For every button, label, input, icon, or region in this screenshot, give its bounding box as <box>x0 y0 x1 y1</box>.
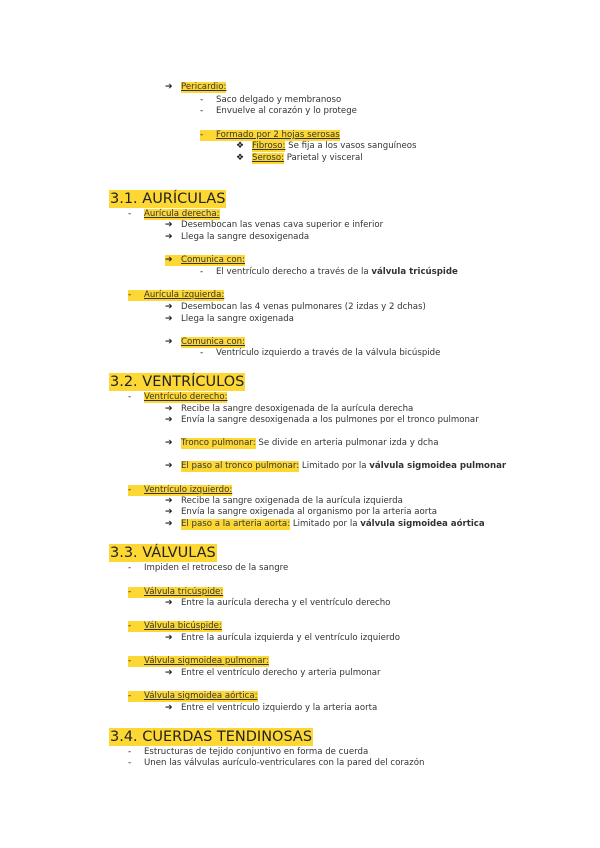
dash-marker: - <box>128 485 132 495</box>
list-item <box>128 758 424 769</box>
list-item <box>165 507 437 518</box>
list-item <box>128 290 224 301</box>
list-item <box>200 267 458 278</box>
section-heading: 3.2. VENTRÍCULOS <box>110 374 245 390</box>
item-text: Parietal y visceral <box>283 153 363 163</box>
comunica-label: Comunica con: <box>181 337 245 347</box>
item-text: Entre la aurícula izquierda y el ventrículo izquierdo <box>181 633 400 643</box>
list-item <box>128 392 227 403</box>
item-text: Entre el ventrículo derecho y arteria pulmonar <box>181 668 381 678</box>
item-text: Saco delgado y membranoso <box>216 95 342 105</box>
item-bold: válvula sigmoidea pulmonar <box>369 461 507 471</box>
pericardio-label: Pericardio: <box>181 82 227 92</box>
list-item <box>200 95 341 106</box>
item-text: Envuelve al corazón y lo protege <box>216 106 357 116</box>
formado-label: Formado por 2 hojas serosas <box>216 130 340 140</box>
section-heading: 3.1. AURÍCULAS <box>110 191 226 207</box>
list-item <box>165 82 226 93</box>
item-text: Llega la sangre desoxigenada <box>181 232 310 242</box>
arrow-icon: ➔ <box>165 404 173 414</box>
list-item <box>128 691 258 702</box>
list-item <box>165 220 383 231</box>
list-item <box>128 656 269 667</box>
dash-marker: - <box>128 656 132 666</box>
dash-marker: - <box>128 392 132 402</box>
list-item <box>165 519 485 530</box>
list-item <box>165 598 390 609</box>
list-item <box>165 255 245 266</box>
list-item <box>165 461 506 472</box>
auricula-izquierda-label: Aurícula izquierda: <box>144 290 225 300</box>
paso-label: El paso al tronco pulmonar: <box>181 461 300 471</box>
arrow-icon: ➔ <box>165 337 173 347</box>
list-item <box>200 130 340 141</box>
list-item <box>128 563 288 574</box>
item-text: Entre la aurícula derecha y el ventrículo derecho <box>181 598 391 608</box>
dash-marker: - <box>128 758 132 768</box>
seroso-label: Seroso: <box>252 153 284 163</box>
item-text: Recibe la sangre desoxigenada de la aurícula derecha <box>181 404 414 414</box>
list-item <box>165 314 294 325</box>
valvula-label: Válvula sigmoidea aórtica: <box>144 691 258 701</box>
dash-marker: - <box>128 747 132 757</box>
list-item <box>128 621 222 632</box>
list-item <box>165 302 426 313</box>
list-item <box>165 232 309 243</box>
dash-marker: - <box>128 290 132 300</box>
arrow-icon: ➔ <box>165 220 173 230</box>
list-item <box>165 668 381 679</box>
arrow-icon: ➔ <box>165 438 173 448</box>
item-text: Envía la sangre desoxigenada a los pulmones por el tronco pulmonar <box>181 415 479 425</box>
arrow-icon: ➔ <box>165 415 173 425</box>
item-text: Desembocan las 4 venas pulmonares (2 izdas y 2 dchas) <box>181 302 426 312</box>
dash-marker: - <box>128 691 132 701</box>
comunica-label: Comunica con: <box>181 255 245 265</box>
list-item <box>128 587 223 598</box>
arrow-icon: ➔ <box>165 703 173 713</box>
list-item <box>128 485 232 496</box>
diamond-icon: ❖ <box>236 153 245 163</box>
arrow-icon: ➔ <box>165 507 173 517</box>
list-item <box>165 703 377 714</box>
dash-marker: - <box>128 587 132 597</box>
arrow-icon: ➔ <box>165 496 173 506</box>
ventriculo-izquierdo-label: Ventrículo izquierdo: <box>144 485 233 495</box>
dash-marker: - <box>200 348 204 358</box>
ventriculo-derecho-label: Ventrículo derecho: <box>144 392 228 402</box>
item-bold: válvula tricúspide <box>371 267 458 277</box>
valvula-label: Válvula tricúspide: <box>144 587 224 597</box>
dash-marker: - <box>200 267 204 277</box>
arrow-icon: ➔ <box>165 633 173 643</box>
list-item <box>165 438 438 449</box>
item-text: Limitado por la <box>299 461 370 471</box>
dash-marker: - <box>128 621 132 631</box>
dash-marker: - <box>200 106 204 116</box>
arrow-icon: ➔ <box>165 668 173 678</box>
list-item <box>165 633 400 644</box>
dash-marker: - <box>128 209 132 219</box>
arrow-icon: ➔ <box>165 82 173 92</box>
auricula-derecha-label: Aurícula derecha: <box>144 209 220 219</box>
item-text: Desembocan las venas cava superior e inferior <box>181 220 384 230</box>
dash-marker: - <box>128 563 132 573</box>
item-text: Envía la sangre oxigenada al organismo por la arteria aorta <box>181 507 437 517</box>
item-text: Recibe la sangre oxigenada de la aurícula izquierda <box>181 496 403 506</box>
list-item <box>165 496 403 507</box>
arrow-icon: ➔ <box>165 255 173 265</box>
fibroso-label: Fibroso: <box>252 141 286 151</box>
list-item <box>165 337 245 348</box>
list-item <box>236 153 363 164</box>
item-text: El ventrículo derecho a través de la <box>216 267 372 277</box>
item-text: Entre el ventrículo izquierdo y la arteria aorta <box>181 703 378 713</box>
arrow-icon: ➔ <box>165 302 173 312</box>
list-item <box>165 404 413 415</box>
arrow-icon: ➔ <box>165 314 173 324</box>
arrow-icon: ➔ <box>165 232 173 242</box>
item-text: Limitado por la <box>290 519 361 529</box>
list-item <box>165 415 479 426</box>
arrow-icon: ➔ <box>165 598 173 608</box>
item-text: Impiden el retroceso de la sangre <box>144 563 289 573</box>
diamond-icon: ❖ <box>236 141 245 151</box>
valvula-label: Válvula sigmoidea pulmonar: <box>144 656 269 666</box>
list-item <box>128 747 368 758</box>
item-text: Unen las válvulas aurículo-ventriculares con la pared del corazón <box>144 758 425 768</box>
paso2-label: El paso a la arteria aorta: <box>181 519 291 529</box>
arrow-icon: ➔ <box>165 461 173 471</box>
dash-marker: - <box>200 95 204 105</box>
item-text: Estructuras de tejido conjuntivo en forma de cuerda <box>144 747 369 757</box>
list-item <box>128 209 220 220</box>
dash-marker: - <box>200 130 204 140</box>
section-heading: 3.3. VÁLVULAS <box>110 545 216 561</box>
item-text: Se fija a los vasos sanguíneos <box>285 141 417 151</box>
section-heading: 3.4. CUERDAS TENDINOSAS <box>110 729 313 745</box>
arrow-icon: ➔ <box>165 519 173 529</box>
tronco-label: Tronco pulmonar: <box>181 438 256 448</box>
list-item <box>200 106 357 117</box>
item-text: Se divide en arteria pulmonar izda y dcha <box>255 438 439 448</box>
valvula-label: Válvula bicúspide: <box>144 621 222 631</box>
item-bold: válvula sigmoidea aórtica <box>360 519 485 529</box>
item-text: Ventrículo izquierdo a través de la válvula bicúspide <box>216 348 441 358</box>
list-item <box>200 348 440 359</box>
list-item <box>236 141 417 152</box>
item-text: Llega la sangre oxigenada <box>181 314 294 324</box>
